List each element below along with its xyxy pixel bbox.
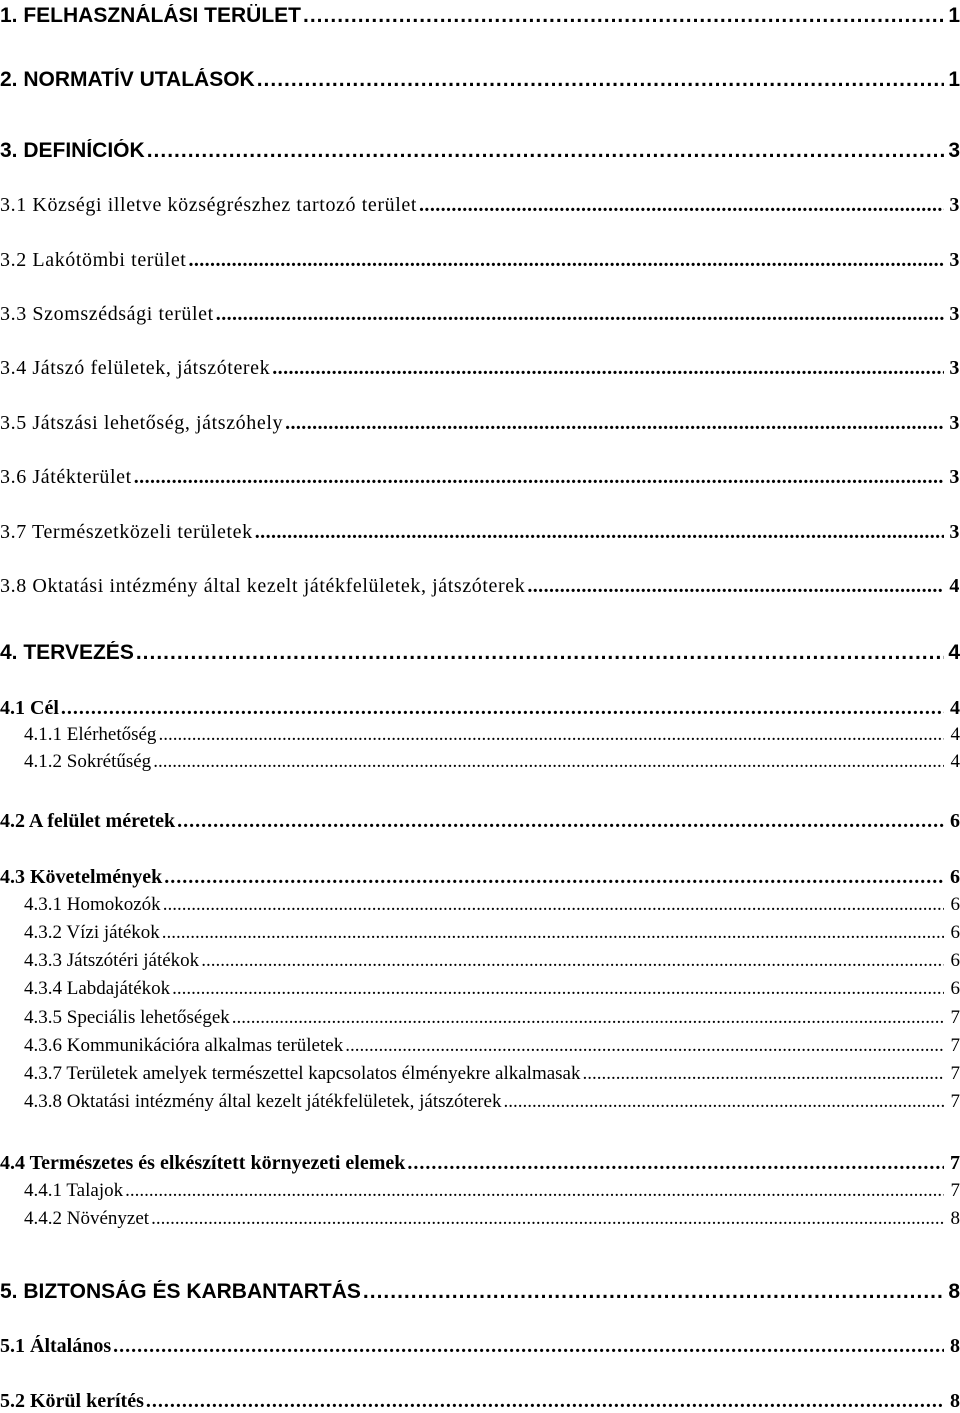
toc-entry[interactable] xyxy=(0,4,960,28)
toc-dot-leader xyxy=(345,1035,944,1057)
toc-entry-page-number: 6 xyxy=(950,894,960,915)
toc-entry-page-number: 4 xyxy=(950,697,960,719)
toc-dot-leader xyxy=(257,68,944,92)
toc-entry[interactable] xyxy=(0,1063,960,1085)
toc-entry-title: 4.3 Követelmények xyxy=(0,866,163,888)
toc-entry-page-number: 7 xyxy=(950,1035,960,1056)
toc-dot-leader xyxy=(172,978,944,1000)
toc-entry[interactable] xyxy=(0,466,960,489)
toc-entry[interactable] xyxy=(0,810,960,833)
toc-entry-title: 3.7 Természetközeli területek xyxy=(0,521,253,543)
toc-entry-title: 3.8 Oktatási intézmény által kezelt játékfelületek, játszóterek xyxy=(0,575,526,597)
toc-entry-title: 1. FELHASZNÁLÁSI TERÜLET xyxy=(0,4,302,27)
toc-entry[interactable] xyxy=(0,1208,960,1230)
toc-entry[interactable] xyxy=(0,249,960,272)
toc-entry-page-number: 1 xyxy=(948,4,960,27)
toc-entry[interactable] xyxy=(0,724,960,746)
toc-entry-page-number: 6 xyxy=(950,810,960,832)
toc-dot-leader xyxy=(158,724,944,746)
toc-entry-page-number: 6 xyxy=(950,950,960,971)
toc-entry-page-number: 7 xyxy=(950,1180,960,1201)
toc-dot-leader xyxy=(407,1152,944,1175)
toc-entry[interactable] xyxy=(0,1280,960,1304)
toc-entry-title: 3.1 Községi illetve községrészhez tartozó terület xyxy=(0,194,418,216)
toc-entry[interactable] xyxy=(0,1007,960,1029)
toc-entry-title: 4.4 Természetes és elkészített környezeti elemek xyxy=(0,1152,406,1174)
toc-dot-leader xyxy=(285,412,944,435)
toc-entry[interactable] xyxy=(0,641,960,665)
toc-entry-title: 4.3.2 Vízi játékok xyxy=(24,922,160,943)
toc-dot-leader xyxy=(363,1280,944,1304)
toc-entry-title: 3.2 Lakótömbi terület xyxy=(0,249,187,271)
toc-dot-leader xyxy=(177,810,944,833)
toc-entry[interactable] xyxy=(0,1390,960,1413)
toc-dot-leader xyxy=(527,575,944,598)
toc-entry-title: 5. BIZTONSÁG ÉS KARBANTARTÁS xyxy=(0,1280,361,1303)
toc-entry-title: 5.1 Általános xyxy=(0,1335,112,1357)
toc-dot-leader xyxy=(134,466,944,489)
toc-entry[interactable] xyxy=(0,751,960,773)
toc-entry[interactable] xyxy=(0,894,960,916)
toc-entry-page-number: 3 xyxy=(949,303,960,325)
toc-entry[interactable] xyxy=(0,697,960,720)
toc-entry-page-number: 8 xyxy=(948,1280,960,1303)
toc-entry[interactable] xyxy=(0,866,960,889)
toc-entry-title: 4.3.6 Kommunikációra alkalmas területek xyxy=(24,1035,344,1056)
toc-entry-page-number: 3 xyxy=(949,249,960,271)
toc-dot-leader xyxy=(582,1063,944,1085)
toc-entry-page-number: 7 xyxy=(950,1091,960,1112)
toc-entry-title: 4.4.1 Talajok xyxy=(24,1180,124,1201)
toc-entry-page-number: 8 xyxy=(950,1208,960,1229)
toc-entry-title: 4.3.7 Területek amelyek természettel kapcsolatos élményekre alkalmasak xyxy=(24,1063,581,1084)
toc-entry[interactable] xyxy=(0,1091,960,1113)
toc-dot-leader xyxy=(255,521,944,544)
toc-entry-title: 4.4.2 Növényzet xyxy=(24,1208,150,1229)
toc-dot-leader xyxy=(164,866,944,889)
toc-entry-page-number: 7 xyxy=(950,1152,960,1174)
toc-dot-leader xyxy=(272,357,944,380)
toc-entry-page-number: 8 xyxy=(950,1390,960,1412)
toc-entry-page-number: 7 xyxy=(950,1007,960,1028)
toc-dot-leader xyxy=(153,751,944,773)
toc-entry-title: 3.6 Játékterület xyxy=(0,466,132,488)
toc-entry-page-number: 4 xyxy=(950,724,960,745)
toc-dot-leader xyxy=(146,1390,944,1413)
toc-entry-page-number: 6 xyxy=(950,978,960,999)
toc-entry[interactable] xyxy=(0,357,960,380)
toc-entry-title: 3.5 Játszási lehetőség, játszóhely xyxy=(0,412,284,434)
toc-entry-page-number: 3 xyxy=(948,139,960,162)
toc-dot-leader xyxy=(303,4,944,28)
toc-dot-leader xyxy=(163,894,944,916)
toc-entry[interactable] xyxy=(0,1035,960,1057)
toc-entry-page-number: 7 xyxy=(950,1063,960,1084)
toc-dot-leader xyxy=(125,1180,944,1202)
toc-dot-leader xyxy=(113,1335,944,1358)
toc-entry-page-number: 4 xyxy=(950,751,960,772)
toc-dot-leader xyxy=(61,697,944,720)
toc-entry-page-number: 3 xyxy=(949,521,960,543)
toc-dot-leader xyxy=(216,303,944,326)
toc-entry-page-number: 4 xyxy=(948,641,960,664)
toc-dot-leader xyxy=(188,249,944,272)
toc-dot-leader xyxy=(201,950,944,972)
toc-entry[interactable] xyxy=(0,922,960,944)
toc-entry[interactable] xyxy=(0,1152,960,1175)
toc-entry-page-number: 1 xyxy=(948,68,960,91)
toc-entry-title: 5.2 Körül kerítés xyxy=(0,1390,144,1412)
toc-entry-page-number: 8 xyxy=(950,1335,960,1357)
toc-dot-leader xyxy=(147,139,944,163)
toc-entry[interactable] xyxy=(0,950,960,972)
toc-entry-title: 4.3.5 Speciális lehetőségek xyxy=(24,1007,230,1028)
toc-entry-page-number: 6 xyxy=(950,922,960,943)
toc-entry-title: 4. TERVEZÉS xyxy=(0,641,134,664)
toc-entry[interactable] xyxy=(0,194,960,217)
toc-entry-page-number: 3 xyxy=(949,357,960,379)
toc-dot-leader xyxy=(162,922,944,944)
toc-entry-title: 2. NORMATÍV UTALÁSOK xyxy=(0,68,255,91)
toc-entry[interactable] xyxy=(0,303,960,326)
toc-dot-leader xyxy=(232,1007,944,1029)
toc-entry-title: 4.3.8 Oktatási intézmény által kezelt játékfelületek, játszóterek xyxy=(24,1091,502,1112)
toc-entry-title: 4.2 A felület méretek xyxy=(0,810,176,832)
toc-entry-title: 3.3 Szomszédsági terület xyxy=(0,303,214,325)
toc-entry-page-number: 3 xyxy=(949,412,960,434)
toc-entry-title: 3.4 Játszó felületek, játszóterek xyxy=(0,357,271,379)
toc-entry-title: 4.1 Cél xyxy=(0,697,59,719)
toc-entry-title: 4.3.1 Homokozók xyxy=(24,894,161,915)
toc-dot-leader xyxy=(503,1091,944,1113)
toc-entry-title: 4.1.2 Sokrétűség xyxy=(24,751,152,772)
toc-entry-page-number: 4 xyxy=(949,575,960,597)
toc-dot-leader xyxy=(136,641,944,665)
toc-entry-title: 3. DEFINÍCIÓK xyxy=(0,139,145,162)
toc-entry-page-number: 3 xyxy=(949,194,960,216)
toc-entry-title: 4.1.1 Elérhetőség xyxy=(24,724,157,745)
toc-entry[interactable] xyxy=(0,139,960,163)
toc-entry[interactable] xyxy=(0,978,960,1000)
toc-entry[interactable] xyxy=(0,412,960,435)
toc-entry-page-number: 6 xyxy=(950,866,960,888)
toc-entry[interactable] xyxy=(0,68,960,92)
toc-entry[interactable] xyxy=(0,521,960,544)
toc-dot-leader xyxy=(151,1208,944,1230)
toc-entry-page-number: 3 xyxy=(949,466,960,488)
toc-entry[interactable] xyxy=(0,1180,960,1202)
toc-entry-title: 4.3.3 Játszótéri játékok xyxy=(24,950,200,971)
toc-entry-title: 4.3.4 Labdajátékok xyxy=(24,978,171,999)
toc-entry[interactable] xyxy=(0,1335,960,1358)
toc-dot-leader xyxy=(419,194,944,217)
toc-entry[interactable] xyxy=(0,575,960,598)
